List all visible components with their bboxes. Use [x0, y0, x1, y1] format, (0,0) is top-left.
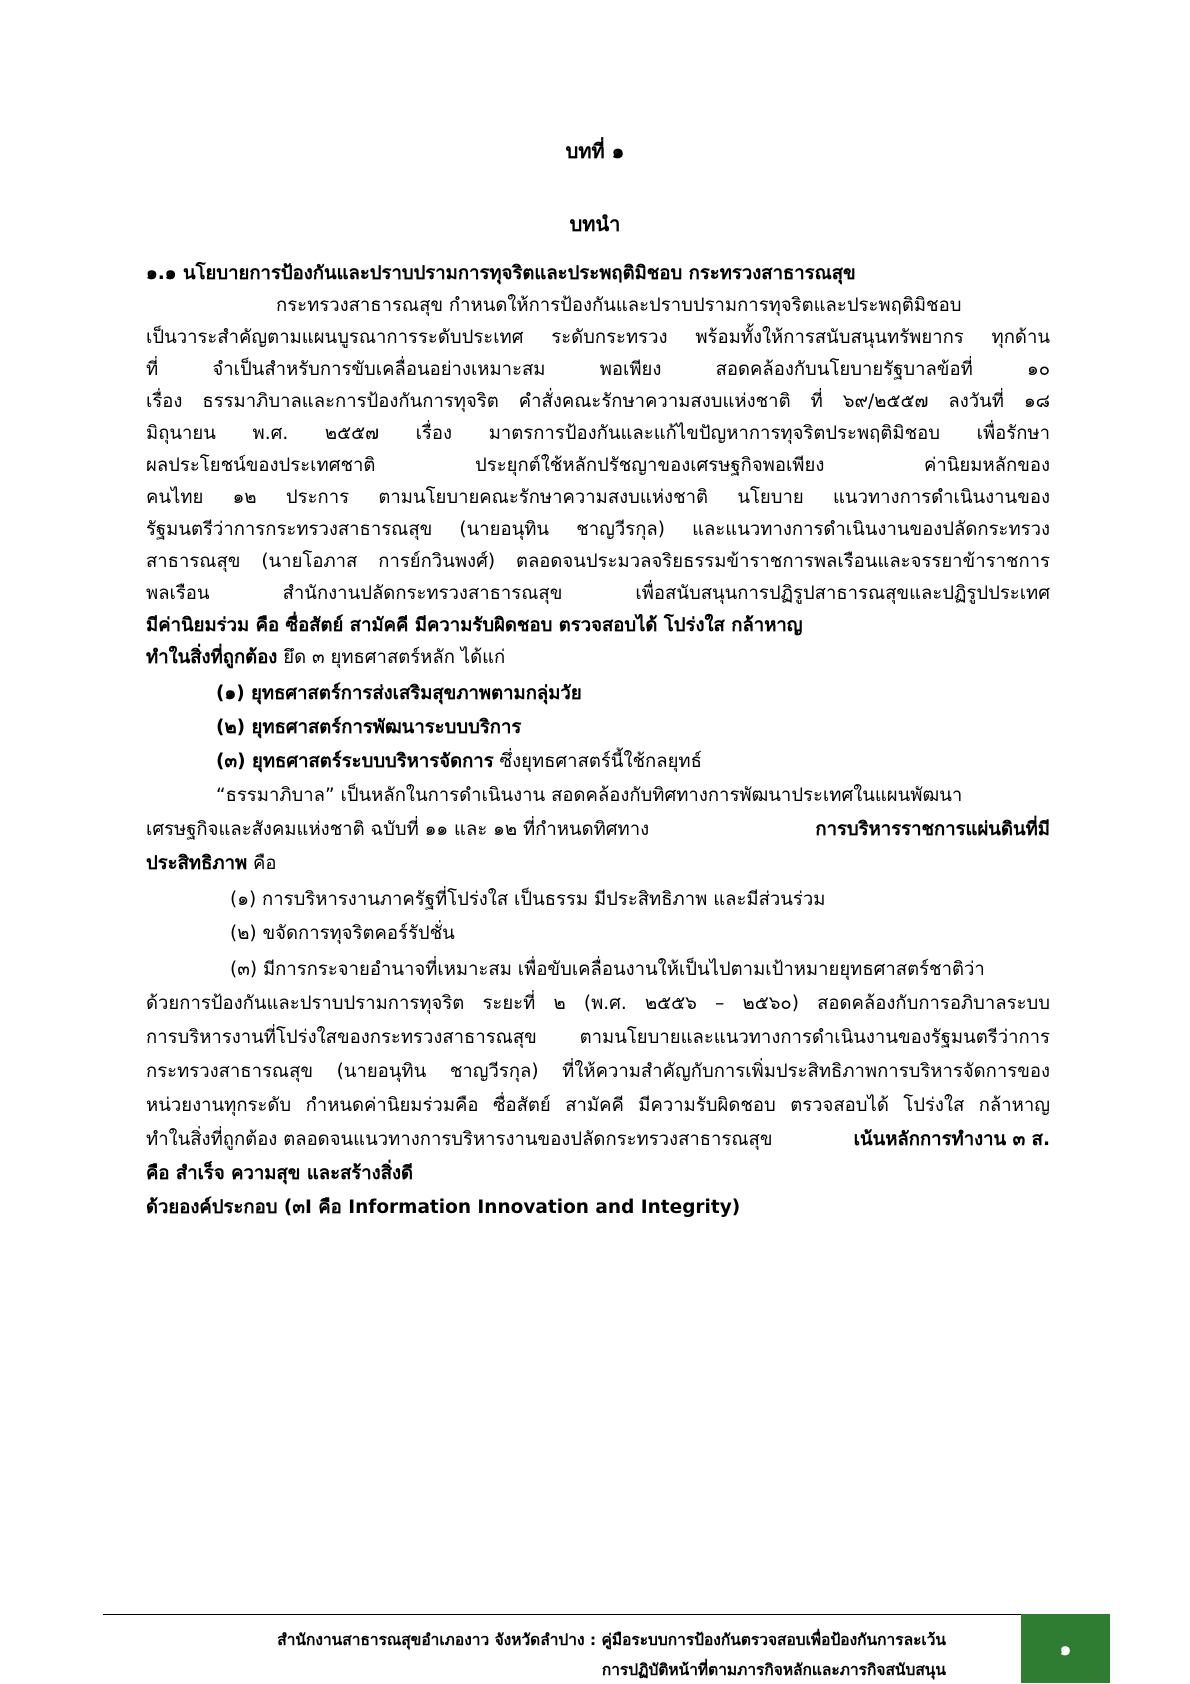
page-number: ๑ — [1021, 1614, 1110, 1683]
item-3-line: การบริหารงานที่โปร่งใสของกระทรวงสาธารณสุข ตามนโยบายและแนวทางการดำเนินงานของรัฐมนตรีว่าการ — [146, 1027, 1050, 1048]
item-3-line — [146, 1124, 1050, 1156]
chapter-heading: บทที่ ๑ — [565, 139, 625, 163]
values-rest: ยึด ๓ ยุทธศาสตร์หลัก ได้แก่ — [277, 647, 506, 668]
three-s-principle: คือ สำเร็จ ความสุข และสร้างสิ่งดี — [146, 1163, 414, 1184]
footer-line-1: สำนักงานสาธารณสุขอำเภองาว จังหวัดลำปาง : คู่มือระบบการป้องกันตรวจสอบเพื่อป้องกันการละเว้น — [277, 1631, 946, 1649]
paragraph-line: เป็นวาระสำคัญตามแผนบูรณาการระดับประเทศ ระดับกระทรวง พร้อมทั้งให้การสนับสนุนทรัพยากร ทุกด้าน — [146, 327, 1050, 348]
item-3-line: กระทรวงสาธารณสุข (นายอนุทิน ชาญวีรกุล) ที่ให้ความสำคัญกับการเพิ่มประสิทธิภาพการบริหารจัดการของ — [146, 1061, 1050, 1082]
gg-emphasis-2: ประสิทธิภาพ — [146, 853, 248, 874]
gg-emphasis: การบริหารราชการแผ่นดินที่มี — [815, 819, 1050, 840]
footer-divider — [103, 1614, 1021, 1615]
item-1: (๑) การบริหารงานภาครัฐที่โปร่งใส เป็นธรรม มีประสิทธิภาพ และมีส่วนร่วม — [230, 889, 826, 910]
item-3-last-rest: ทำในสิ่งที่ถูกต้อง ตลอดจนแนวทางการบริหารงานของปลัดกระทรวงสาธารณสุข — [146, 1129, 773, 1150]
paragraph-line: พลเรือน สำนักงานปลัดกระทรวงสาธารณสุข เพื่อสนับสนุนการปฏิรูปสาธารณสุขและปฏิรูปประเทศ — [146, 583, 1050, 604]
heading-1-1: ๑.๑ นโยบายการป้องกันและปราบปรามการทุจริตและประพฤติมิชอบ กระทรวงสาธารณสุข — [146, 263, 856, 284]
item-3-line: ด้วยการป้องกันและปราบปรามการทุจริต ระยะที่ ๒ (พ.ศ. ๒๕๕๖ – ๒๕๖๐) สอดคล้องกับการอภิบาลระบบ — [146, 993, 1050, 1014]
good-governance-line: “ธรรมาภิบาล” เป็นหลักในการดำเนินงาน สอดคล้องกับทิศทางการพัฒนาประเทศในแผนพัฒนา — [216, 785, 963, 806]
paragraph-line: รัฐมนตรีว่าการกระทรวงสาธารณสุข (นายอนุทิน ชาญวีรกุล) และแนวทางการดำเนินงานของปลัดกระทรวง — [146, 519, 1050, 540]
strategy-2: (๒) ยุทธศาสตร์การพัฒนาระบบบริการ — [216, 717, 522, 738]
gg-rest: เศรษฐกิจและสังคมแห่งชาติ ฉบับที่ ๑๑ และ ๑๒ ที่กำหนดทิศทาง — [146, 819, 650, 840]
paragraph-line: ผลประโยชน์ของประเทศชาติ ประยุกต์ใช้หลักปรัชญาของเศรษฐกิจพอเพียง ค่านิยมหลักของ — [146, 455, 1050, 476]
paragraph-line: เรื่อง ธรรมาภิบาลและการป้องกันการทุจริต คำสั่งคณะรักษาความสงบแห่งชาติ ที่ ๖๙/๒๕๕๗ ลงวันที่ ๑๘ — [146, 391, 1050, 412]
paragraph-line: สาธารณสุข (นายโอภาส การย์กวินพงศ์) ตลอดจนประมวลจริยธรรมข้าราชการพลเรือนและจรรยาข้าราชการ — [146, 551, 1050, 572]
paragraph-line: มิถุนายน พ.ศ. ๒๕๕๗ เรื่อง มาตรการป้องกันและแก้ไขปัญหาการทุจริตประพฤติมิชอบ เพื่อรักษา — [146, 423, 1050, 444]
components-line: ด้วยองค์ประกอบ (๓I คือ Information Innovation and Integrity) — [146, 1197, 741, 1218]
strategy-3-rest: ซึ่งยุทธศาสตร์นี้ใช้กลยุทธ์ — [493, 751, 702, 772]
paragraph-line: ที่ จำเป็นสำหรับการขับเคลื่อนอย่างเหมาะสม พอเพียง สอดคล้องกับนโยบายรัฐบาลข้อที่ ๑๐ — [146, 359, 1050, 380]
values-emphasis: ทำในสิ่งที่ถูกต้อง — [146, 647, 278, 668]
strategy-1: (๑) ยุทธศาสตร์การส่งเสริมสุขภาพตามกลุ่มวัย — [216, 683, 582, 704]
footer-line-2: การปฏิบัติหน้าที่ตามภารกิจหลักและภารกิจสนับสนุน — [601, 1661, 946, 1679]
item-3-line: หน่วยงานทุกระดับ กำหนดค่านิยมร่วมคือ ซื่อสัตย์ สามัคคี มีความรับผิดชอบ ตรวจสอบได้ โปร่งใส กล้าหาญ — [146, 1095, 1050, 1116]
item-2: (๒) ขจัดการทุจริตคอร์รัปชั่น — [230, 923, 455, 944]
paragraph-line: คนไทย ๑๒ ประการ ตามนโยบายคณะรักษาความสงบแห่งชาติ นโยบาย แนวทางการดำเนินงานของ — [146, 487, 1050, 508]
good-governance-line — [146, 848, 1050, 880]
strategy-3-title: (๓) ยุทธศาสตร์ระบบบริหารจัดการ — [216, 751, 494, 772]
gg-rest-2: คือ — [247, 853, 277, 874]
item-3-line: (๓) มีการกระจายอำนาจที่เหมาะสม เพื่อขับเคลื่อนงานให้เป็นไปตามเป้าหมายยุทธศาสตร์ชาติว่า — [230, 959, 985, 980]
section-title: บทนำ — [569, 212, 621, 236]
values-line-2 — [146, 642, 1050, 674]
values-line: มีค่านิยมร่วม คือ ซื่อสัตย์ สามัคคี มีความรับผิดชอบ ตรวจสอบได้ โปร่งใส กล้าหาญ — [146, 615, 803, 636]
item-3-last-emphasis: เน้นหลักการทำงาน ๓ ส. — [853, 1129, 1050, 1150]
paragraph-line: กระทรวงสาธารณสุข กำหนดให้การป้องกันและปราบปรามการทุจริตและประพฤติมิชอบ — [276, 295, 962, 316]
strategy-3 — [216, 746, 1050, 778]
good-governance-line — [146, 814, 1050, 846]
